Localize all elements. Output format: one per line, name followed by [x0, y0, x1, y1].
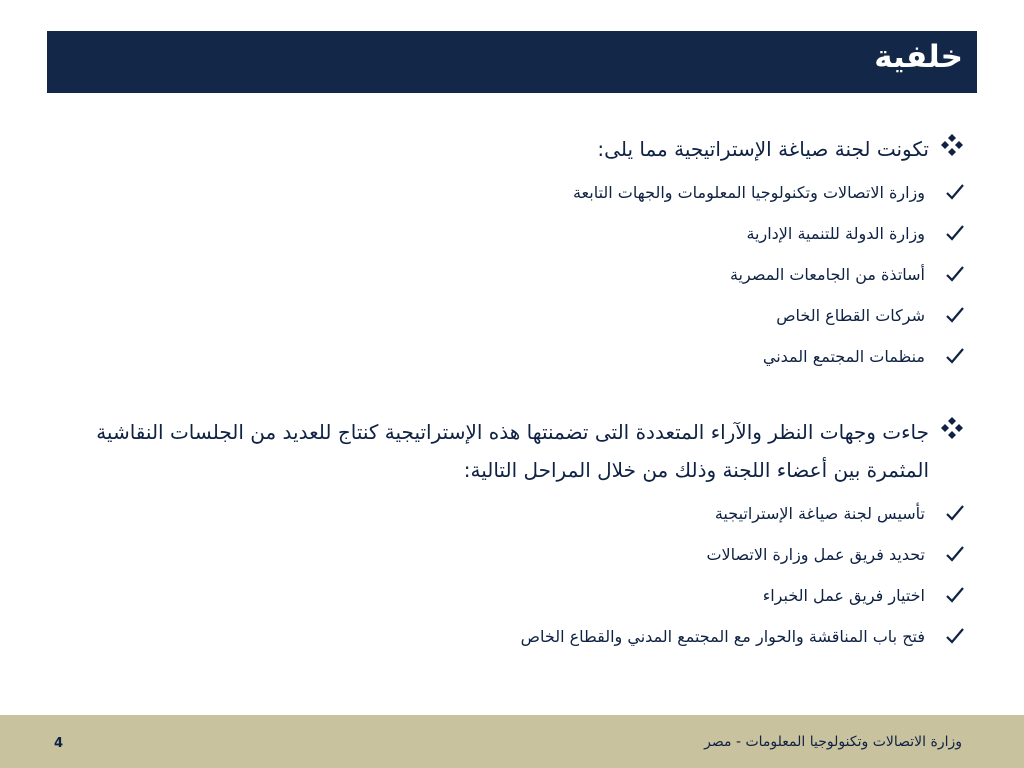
section-1-heading: تكونت لجنة صياغة الإستراتيجية مما يلى: [597, 137, 929, 161]
list-item-text: شركات القطاع الخاص [776, 306, 925, 325]
section-2-heading: جاءت وجهات النظر والآراء المتعددة التى تضمنتها هذه الإستراتيجية كنتاج للعديد من الجلسات النقاشية المثمرة بين أعضاء اللجنة وذلك من خلال المراحل التالية: [96, 420, 929, 482]
list-item [60, 172, 965, 213]
section-1-list [60, 172, 965, 377]
list-item-text: تأسيس لجنة صياغة الإستراتيجية [714, 504, 925, 523]
checkmark-icon [945, 306, 965, 324]
checkmark-icon [945, 224, 965, 242]
list-item-text: تحديد فريق عمل وزارة الاتصالات [706, 545, 925, 564]
list-item-text: اختيار فريق عمل الخبراء [762, 586, 925, 605]
main-bullet-item [60, 413, 965, 489]
checkmark-icon [945, 586, 965, 604]
list-item-text: منظمات المجتمع المدني [762, 347, 925, 366]
slide-title: خلفية [874, 39, 963, 75]
list-item [60, 616, 965, 657]
diamond-bullet-icon [939, 415, 965, 441]
list-item [60, 213, 965, 254]
section-2-list [60, 493, 965, 657]
checkmark-icon [945, 627, 965, 645]
slide-content [60, 130, 965, 657]
title-bar [47, 31, 977, 93]
checkmark-icon [945, 347, 965, 365]
page-number: 4 [54, 736, 64, 751]
footer-bar [0, 715, 1024, 768]
checkmark-icon [945, 504, 965, 522]
list-item [60, 336, 965, 377]
list-item [60, 254, 965, 295]
list-item-text: وزارة الدولة للتنمية الإدارية [746, 224, 925, 243]
list-item-text: وزارة الاتصالات وتكنولوجيا المعلومات والجهات التابعة [572, 183, 925, 202]
main-bullet-item [60, 130, 965, 168]
list-item [60, 295, 965, 336]
diamond-bullet-icon [939, 132, 965, 158]
list-item [60, 534, 965, 575]
list-item [60, 493, 965, 534]
footer-organization: وزارة الاتصالات وتكنولوجيا المعلومات - مصر [704, 734, 962, 750]
section-1 [60, 130, 965, 377]
list-item-text: فتح باب المناقشة والحوار مع المجتمع المدني والقطاع الخاص [520, 627, 925, 646]
list-item-text: أساتذة من الجامعات المصرية [729, 265, 925, 284]
section-2 [60, 413, 965, 657]
checkmark-icon [945, 183, 965, 201]
section-spacer [60, 377, 965, 413]
checkmark-icon [945, 545, 965, 563]
checkmark-icon [945, 265, 965, 283]
list-item [60, 575, 965, 616]
